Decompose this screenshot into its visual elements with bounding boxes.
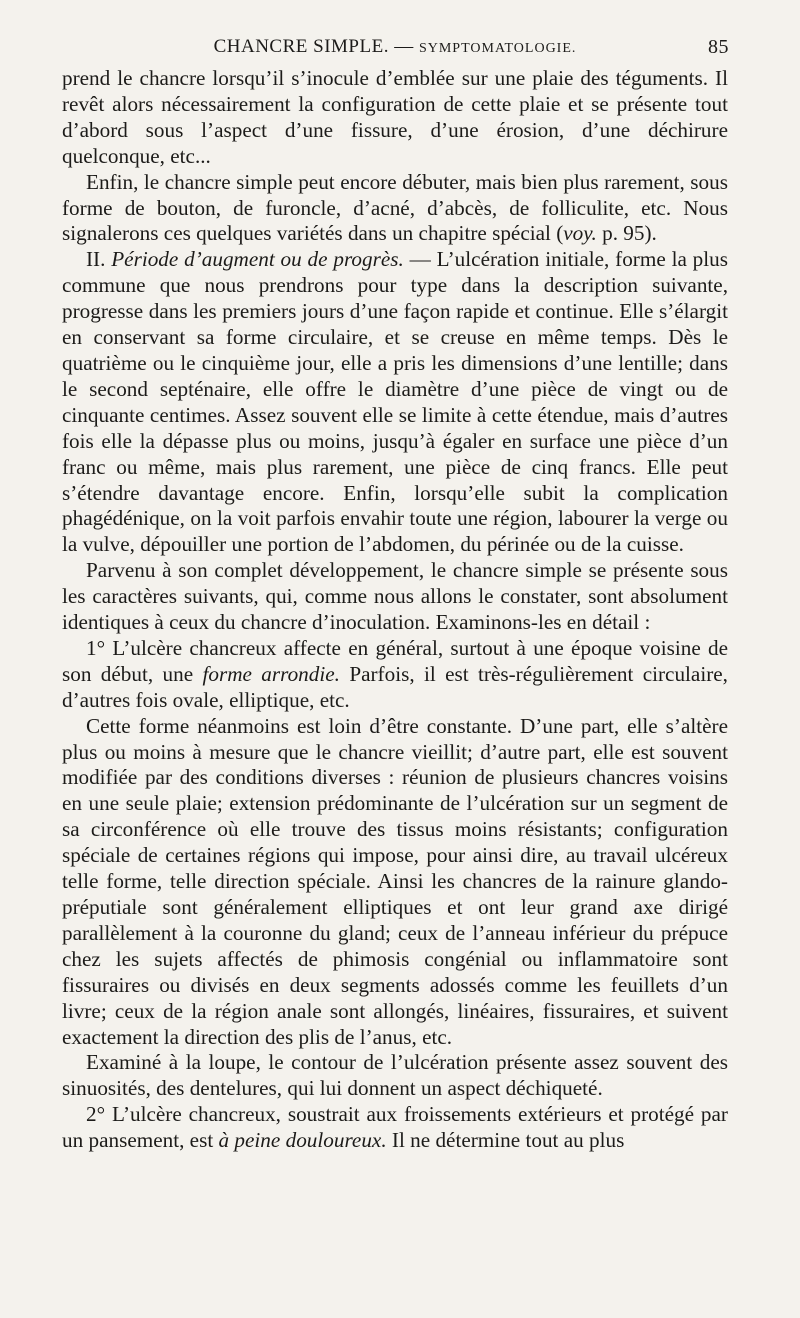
text-run: Parvenu à son complet développement, le chancre simple se présente sous les caractères suivants, qui, comme nous allons le constater, sont absolument identiques à ceux du chancre d’inoculation. Examinons-les en détail : [62,558,728,635]
text-run: 2° L’ulcère chancreux, soustrait aux froissements extérieurs et protégé par un pansement, est [62,1102,728,1153]
text-run: — L’ulcération initiale, forme la plus commune que nous prendrons pour type dans la description suivante, progresse dans les premiers jours d’une façon rapide et continue. Elle s’élargit en conservant sa forme circulaire, et se creuse en même temps. Dès le quatrième ou le cinquième jour, elle a pris les dimensions d’une lentille; dans le second septénaire, elle offre le diamètre d’une pièce de vingt ou de cinquante centimes. Assez souvent elle se limite à cette étendue, mais d’autres fois elle la dépasse plus ou moins, jusqu’à égaler en surface une pièce d’un franc ou même, mais plus rarement, une pièce de cinq francs. Elle peut s’étendre davantage encore. Enfin, lorsqu’elle subit la complication phagédénique, on la voit parfois envahir toute une région, labourer la verge ou la vulve, dépouiller une portion de l’abdomen, du périnée ou de la cuisse. [62,247,728,557]
italic-text: à peine douloureux. [218,1128,387,1153]
text-run: prend le chancre lorsqu’il s’inocule d’emblée sur une plaie des téguments. Il revêt alors nécessairement la configuration de cette plaie et se présente tout d’abord sous l’aspect d’une fissure, d’une érosion, d’une déchirure quelconque, etc... [62,66,728,168]
paragraph [62,247,728,558]
text-run: p. 95). [596,221,657,246]
paragraph [62,66,728,170]
paragraph [62,558,728,636]
paragraph [62,1102,728,1154]
text-run: II. [86,247,112,272]
running-title-sub: SYMPTOMATOLOGIE. [418,41,577,56]
paragraph [62,1050,728,1102]
text-run: Parfois, il est très-régulièrement circulaire, d’autres fois ovale, elliptique, etc. [62,661,728,712]
paragraph [62,636,728,714]
italic-text: forme arrondie. [202,661,340,686]
text-run: 1° L’ulcère chancreux affecte en général, surtout à une époque voisine de son début, une [62,635,728,686]
paragraph [62,714,728,1051]
italic-text: voy. [563,221,597,246]
text-run: Enfin, le chancre simple peut encore débuter, mais bien plus rarement, sous forme de bouton, de furoncle, d’acné, d’abcès, de folliculite, etc. Nous signalerons ces quelques variétés dans un chapitre spécial ( [62,169,728,246]
running-head [62,36,728,66]
running-title-separator: — [388,36,419,57]
page-number: 85 [708,36,729,58]
text-run: Il ne détermine tout au plus [386,1128,625,1153]
running-title [62,36,728,58]
text-run: Cette forme néanmoins est loin d’être constante. D’une part, elle s’altère plus ou moins à mesure que le chancre vieillit; d’autre part, elle est souvent modifiée par des conditions diverses : réunion de plusieurs chancres voisins en une seule plaie; extension prédominante de l’ulcération sur un segment de sa circonférence où elle trouve des tissus moins résistants; configuration spéciale de certaines régions qui impose, pour ainsi dire, au travail ulcéreux telle forme, telle direction spéciale. Ainsi les chancres de la rainure glando-préputiale sont généralement elliptiques et ont leur grand axe dirigé parallèlement à la couronne du gland; ceux de l’anneau inférieur du prépuce chez les sujets affectés de phimosis congénial ou inflammatoire sont fissuraires ou divisés en deux segments adossés comme les feuillets d’un livre; ceux de la région anale sont allongés, linéaires, fissuraires, et suivent exactement la direction des plis de l’anus, etc. [62,713,728,1049]
body-text [62,66,728,1154]
text-run: Examiné à la loupe, le contour de l’ulcération présente assez souvent des sinuosités, des dentelures, qui lui donnent un aspect déchiqueté. [62,1050,728,1101]
italic-text: Période d’augment ou de progrès. [111,247,404,272]
paragraph [62,170,728,248]
running-title-main: CHANCRE SIMPLE. [213,36,389,57]
